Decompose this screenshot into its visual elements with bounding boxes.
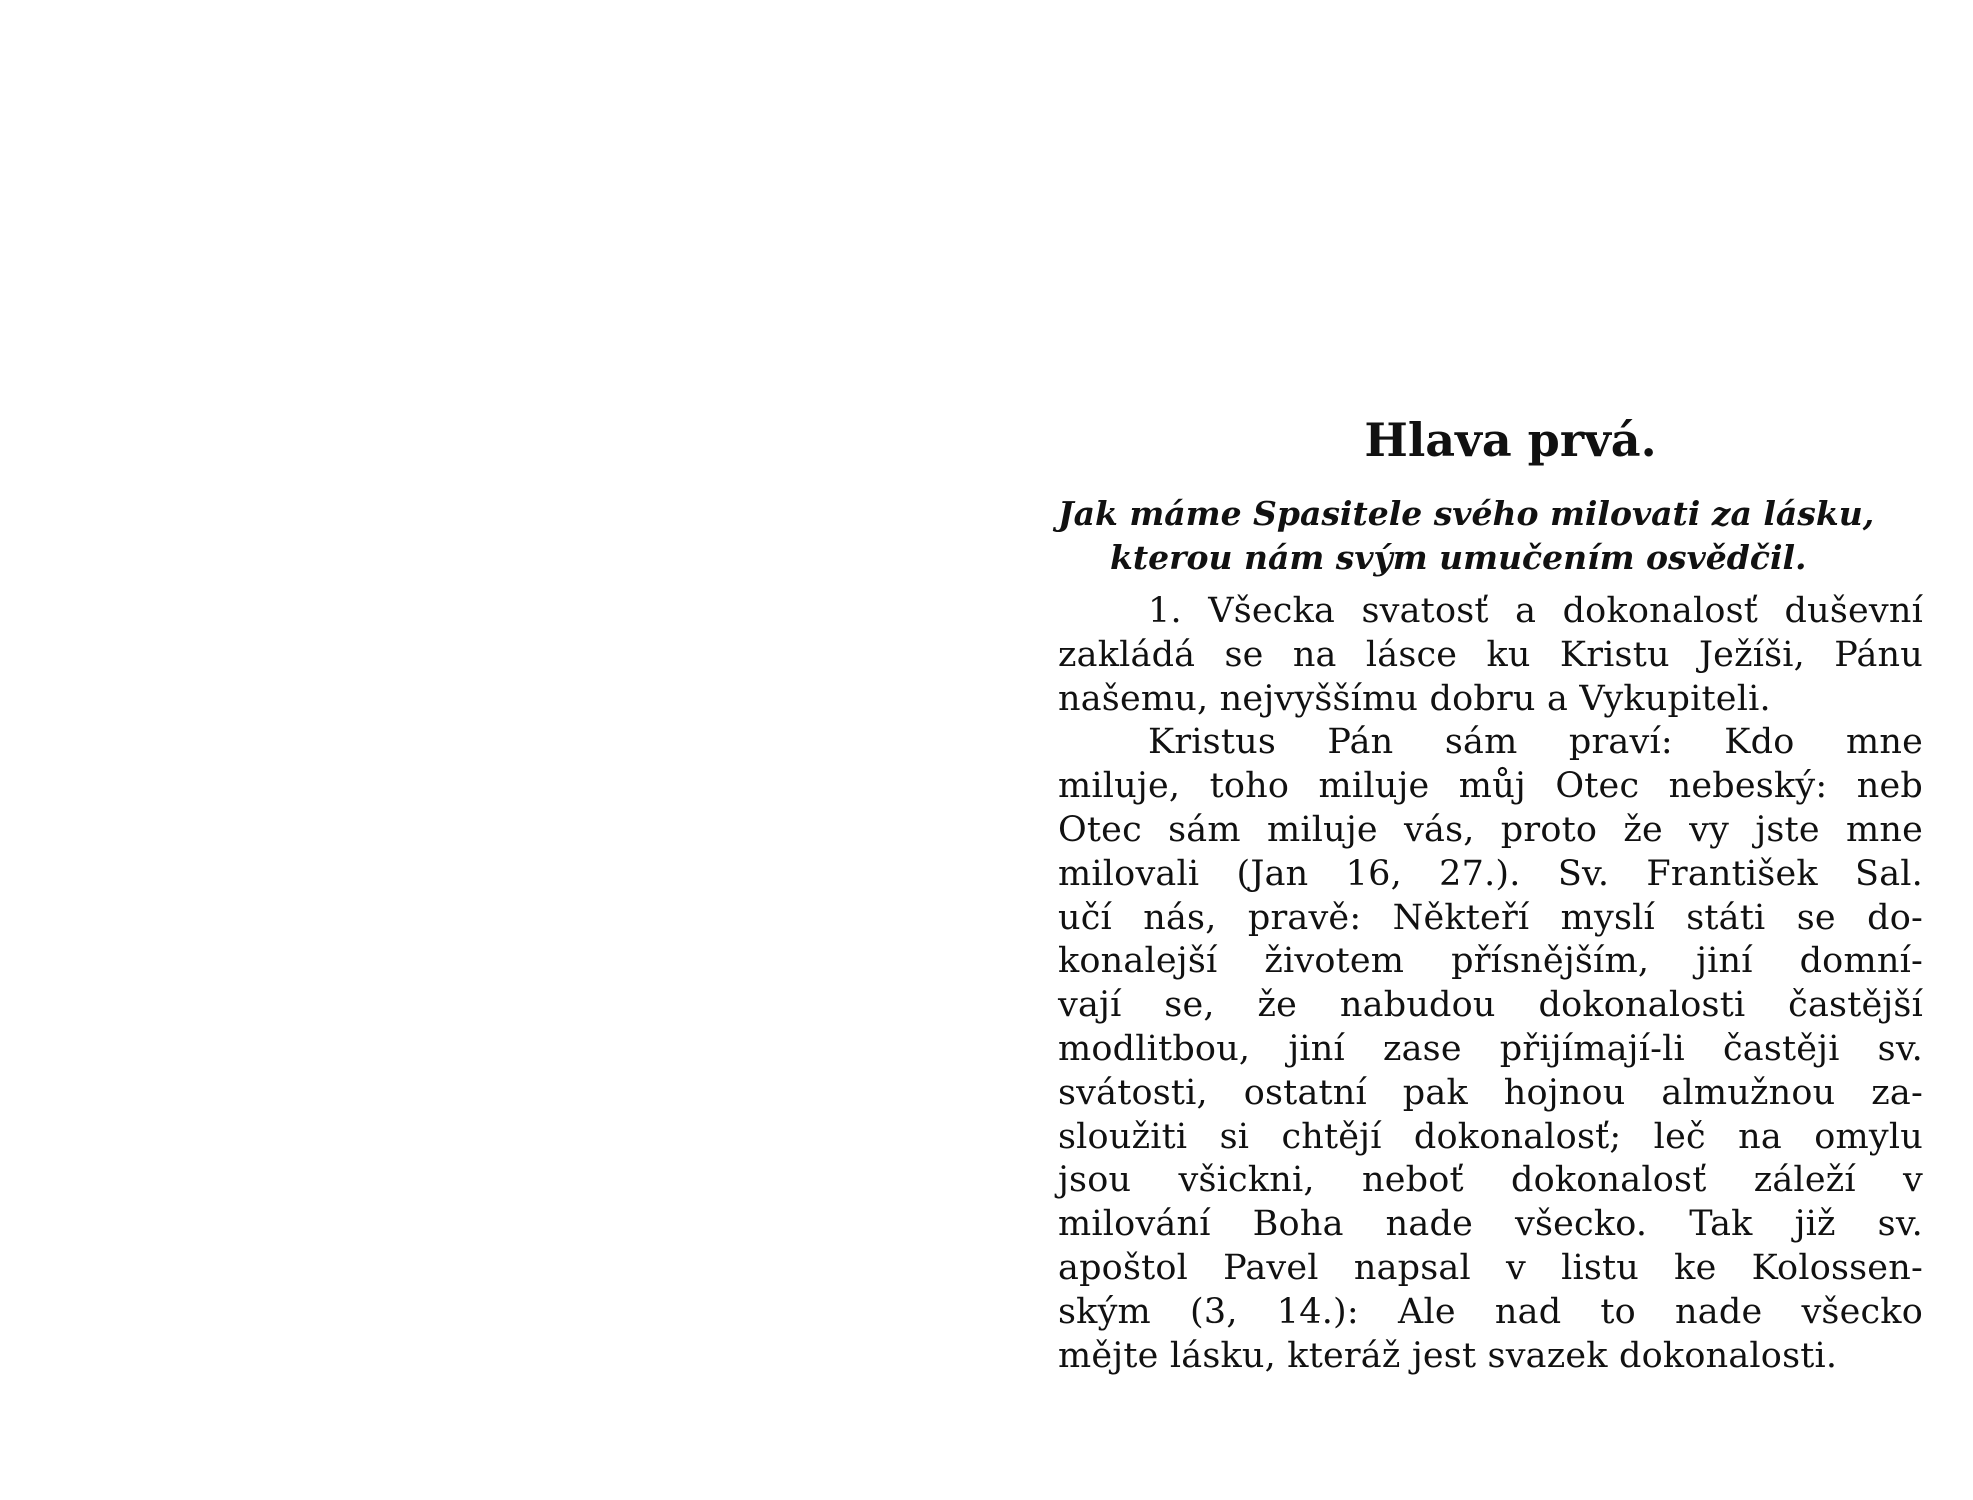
chapter-title: Hlava prvá. xyxy=(1364,413,1657,467)
body-line: konalejší životem přísnějším, jiní domní- xyxy=(1058,941,1923,982)
subtitle-line: Jak máme Spasitele svého milovati za lásku, xyxy=(1058,494,1875,533)
body-line: milování Boha nade všecko. Tak již sv. xyxy=(1058,1204,1923,1245)
subtitle-line: kterou nám svým umučením osvědčil. xyxy=(1110,538,1807,577)
body-line: Otec sám miluje vás, proto že vy jste mne xyxy=(1058,809,1923,850)
body-line: svátosti, ostatní pak hojnou almužnou za- xyxy=(1058,1072,1923,1113)
body-line: zakládá se na lásce ku Kristu Ježíši, Pánu xyxy=(1058,634,1923,675)
body-line: vají se, že nabudou dokonalosti častější xyxy=(1058,985,1923,1026)
body-line: apoštol Pavel napsal v listu ke Kolossen- xyxy=(1058,1247,1923,1288)
body-line: jsou všickni, neboť dokonalosť záleží v xyxy=(1058,1160,1923,1201)
body-line: mějte lásku, kteráž jest svazek dokonalosti. xyxy=(1058,1335,1838,1376)
body-line: modlitbou, jiní zase přijímají-li častěji sv. xyxy=(1058,1028,1923,1069)
page-content xyxy=(1058,410,1923,1378)
body-line: učí nás, pravě: Někteří myslí státi se do- xyxy=(1058,897,1923,938)
body-line: našemu, nejvyššímu dobru a Vykupiteli. xyxy=(1058,678,1771,719)
body-line: 1. Všecka svatosť a dokonalosť duševní xyxy=(1148,591,1923,631)
body-line: miluje, toho miluje můj Otec nebeský: neb xyxy=(1058,766,1923,807)
body-line: sloužiti si chtějí dokonalosť; leč na omylu xyxy=(1058,1116,1923,1157)
body-line: ským (3, 14.): Ale nad to nade všecko xyxy=(1058,1291,1923,1332)
body-paragraphs xyxy=(1058,590,1923,1378)
chapter-subtitle xyxy=(1058,492,1923,580)
body-line: Kristus Pán sám praví: Kdo mne xyxy=(1148,722,1923,763)
body-line: milovali (Jan 16, 27.). Sv. František Sal. xyxy=(1058,853,1923,894)
